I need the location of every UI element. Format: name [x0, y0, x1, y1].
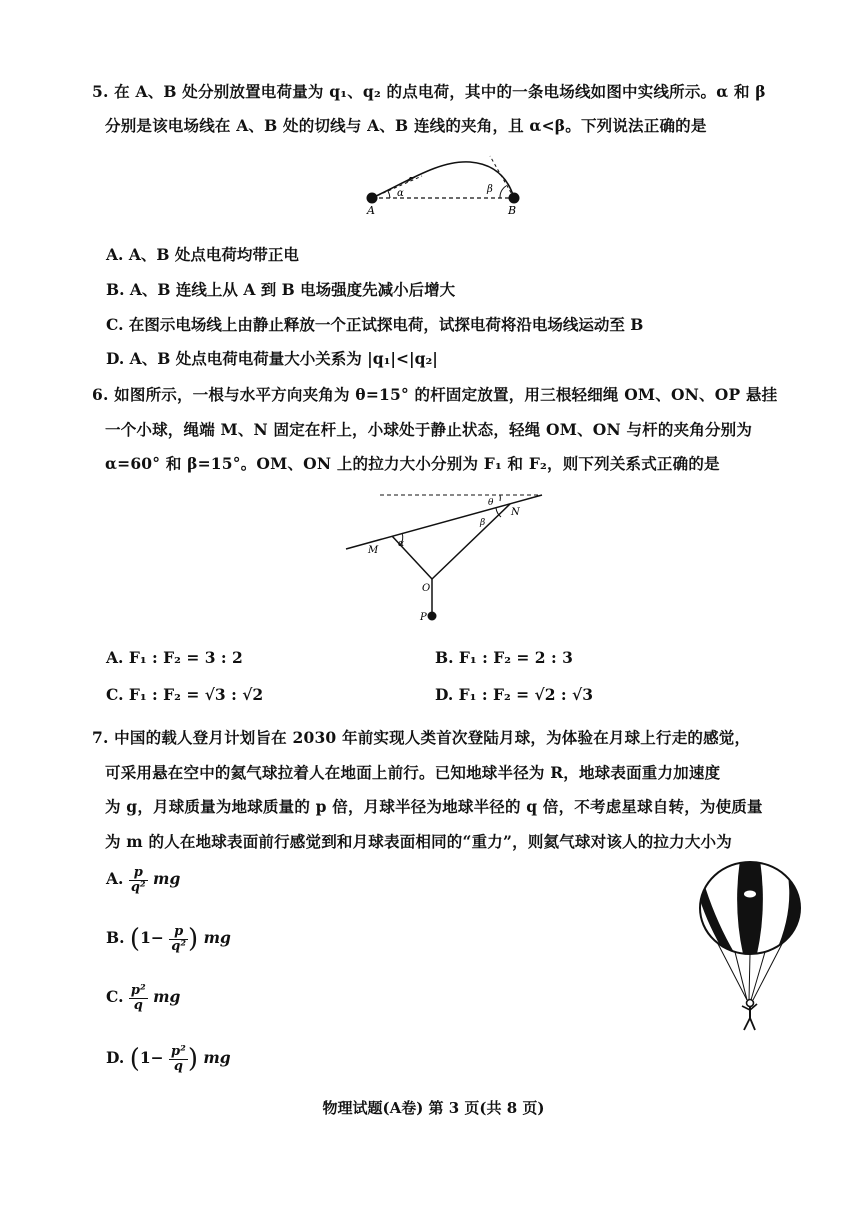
- q6-label-o: O: [422, 583, 431, 594]
- q6-label-theta: θ: [488, 498, 494, 508]
- q6-label-p: P: [420, 612, 427, 623]
- q5-option-b[interactable]: B. A、B 连线上从 A 到 B 电场强度先减小后增大: [106, 280, 456, 299]
- q5-figure: [350, 150, 550, 220]
- q6-label-n: N: [511, 507, 520, 518]
- q7-b-fraction: $\frac{p}{\text{q²}}$: [171, 923, 187, 954]
- q7-option-a[interactable]: A. $\frac{p}{\text{q²}}$ mg: [106, 865, 181, 895]
- q7-d-fraction: $\frac{\text{p²}}{q}$: [171, 1043, 186, 1074]
- q6-option-b[interactable]: B. F₁ : F₂ = 2 : 3: [435, 648, 573, 667]
- q5-stem-line1: 5. 在 A、B 处分别放置电荷量为 q₁、q₂ 的点电荷，其中的一条电场线如图中实线所示。α 和 β: [92, 82, 766, 101]
- q7-option-c[interactable]: C. $\frac{\text{p²}}{q}$ mg: [106, 983, 181, 1013]
- q6-option-c[interactable]: C. F₁ : F₂ = √3 : √2: [106, 685, 264, 704]
- q6-figure: [340, 485, 550, 625]
- q5-option-c[interactable]: C. 在图示电场线上由静止释放一个正试探电荷，试探电荷将沿电场线运动至 B: [106, 315, 644, 334]
- q6-label-m: M: [368, 545, 379, 556]
- q7-a-fraction: $\frac{p}{\text{q²}}$: [130, 865, 146, 895]
- q6-label-alpha: α: [398, 539, 405, 549]
- q5-label-alpha: α: [397, 188, 404, 199]
- q6-label-beta: β: [480, 518, 486, 528]
- q5-stem-line2: 分别是该电场线在 A、B 处的切线与 A、B 连线的夹角，且 α<β。下列说法正确的是: [105, 116, 707, 135]
- q6-option-a[interactable]: A. F₁ : F₂ = 3 : 2: [106, 648, 243, 667]
- q7-option-d[interactable]: D. (1− $\frac{\text{p²}}{q}$ ) mg: [106, 1043, 231, 1074]
- q7-stem-line3: 为 g，月球质量为地球质量的 p 倍，月球半径为地球半径的 q 倍，不考虑星球自转，为使质量: [105, 797, 763, 816]
- q7-stem-line1: 7. 中国的载人登月计划旨在 2030 年前实现人类首次登陆月球，为体验在月球上行走的感觉，: [92, 728, 751, 747]
- q6-stem-line3: α=60° 和 β=15°。OM、ON 上的拉力大小分别为 F₁ 和 F₂，则下列关系式正确的是: [105, 454, 720, 473]
- q5-label-b: B: [508, 204, 517, 217]
- q5-option-d[interactable]: D. A、B 处点电荷电荷量大小关系为 |q₁|<|q₂|: [106, 349, 438, 368]
- q5-label-beta: β: [487, 184, 493, 195]
- helium-balloon-icon: [695, 860, 805, 1035]
- q5-label-a: A: [367, 204, 375, 217]
- q7-c-fraction: $\frac{\text{p²}}{q}$: [130, 983, 146, 1013]
- q7-stem-line2: 可采用悬在空中的氦气球拉着人在地面上前行。已知地球半径为 R，地球表面重力加速度: [105, 763, 721, 782]
- q7-option-b[interactable]: B. (1− $\frac{p}{\text{q²}}$ ) mg: [106, 923, 231, 954]
- q6-stem-line2: 一个小球，绳端 M、N 固定在杆上，小球处于静止状态，轻绳 OM、ON 与杆的夹角分别为: [105, 420, 753, 439]
- q6-stem-line1: 6. 如图所示，一根与水平方向夹角为 θ=15° 的杆固定放置，用三根轻细绳 OM、ON、OP 悬挂: [92, 385, 778, 404]
- q7-stem-line4: 为 m 的人在地球表面前行感觉到和月球表面相同的“重力”，则氦气球对该人的拉力大小为: [105, 832, 732, 851]
- q6-option-d[interactable]: D. F₁ : F₂ = √2 : √3: [435, 685, 594, 704]
- page-footer: 物理试题(A卷) 第 3 页(共 8 页): [322, 1099, 545, 1117]
- q5-option-a[interactable]: A. A、B 处点电荷均带正电: [106, 245, 299, 264]
